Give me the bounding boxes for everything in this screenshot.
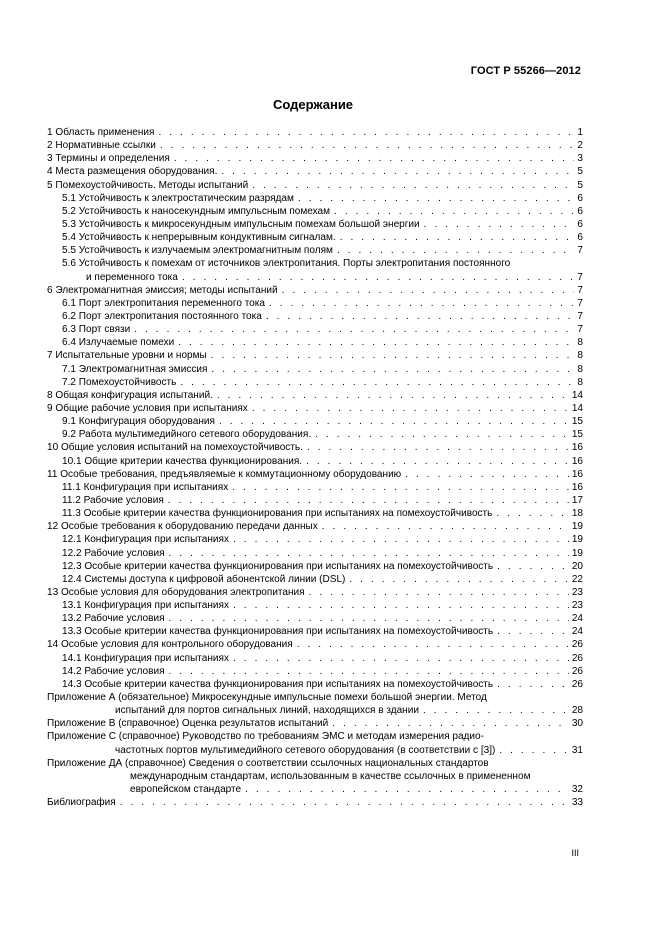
toc-entry-page: 17	[571, 494, 583, 506]
toc-entry-page: 3	[577, 153, 583, 165]
toc-entry[interactable]	[47, 507, 583, 520]
toc-leader-dots	[120, 796, 569, 809]
standard-designation: ГОСТ Р 55266—2012	[470, 65, 581, 77]
toc-entry-page: 8	[577, 363, 583, 375]
toc-leader-dots	[499, 744, 568, 757]
toc-leader-dots	[217, 389, 569, 402]
toc-entry[interactable]	[47, 323, 583, 336]
toc-entry-title: 14.1 Конфигурация при испытаниях	[62, 652, 229, 664]
toc-leader-dots	[340, 231, 575, 244]
toc-entry-title: 1 Область применения	[47, 127, 155, 138]
toc-leader-dots	[182, 271, 575, 284]
toc-entry-page: 7	[577, 310, 583, 322]
toc-entry-page: 6	[577, 218, 583, 230]
toc-entry-page: 18	[571, 508, 583, 520]
toc-entry[interactable]	[47, 192, 583, 205]
toc-entry-page: 24	[571, 613, 583, 625]
toc-entry-title: Приложение А (обязательное) Микросекундные импульсные помехи большой энергии. Метод	[47, 692, 487, 704]
toc-leader-dots	[211, 363, 574, 376]
toc-entry[interactable]	[47, 376, 583, 389]
toc-leader-dots	[309, 586, 569, 599]
toc-leader-dots	[298, 192, 575, 205]
toc-entry[interactable]	[47, 389, 583, 402]
toc-leader-dots	[497, 625, 569, 638]
toc-entry[interactable]	[47, 139, 583, 152]
toc-entry-page: 5	[577, 166, 583, 178]
toc-entry[interactable]	[47, 152, 583, 165]
toc-entry-title: Библиография	[47, 797, 116, 809]
toc-entry-title: 13 Особые условия для оборудования электропитания	[47, 586, 305, 598]
toc-entry-title: 12.4 Системы доступа к цифровой абонентской линии (DSL)	[62, 573, 346, 585]
toc-entry[interactable]	[47, 218, 583, 231]
toc-leader-dots	[423, 704, 569, 717]
toc-entry-title: международным стандартам, использованным в качестве ссылочных в примененном	[130, 770, 531, 782]
toc-entry-title: 5.4 Устойчивость к непрерывным кондуктивным сигналам.	[62, 232, 336, 244]
toc-entry-title: 12.2 Рабочие условия	[62, 547, 165, 559]
toc-entry-title: 7 Испытательные уровни и нормы	[47, 350, 207, 362]
toc-entry-page: 1	[577, 127, 583, 138]
toc-leader-dots	[221, 165, 574, 178]
toc-leader-dots	[269, 297, 574, 310]
toc-leader-dots	[252, 179, 574, 192]
toc-leader-dots	[158, 126, 574, 139]
toc-entry-title: 6 Электромагнитная эмиссия; методы испытаний	[47, 284, 278, 296]
page-number: III	[571, 848, 579, 858]
toc-entry-title: 11.2 Рабочие условия	[62, 494, 164, 506]
toc-entry-title: 11.1 Конфигурация при испытаниях	[62, 481, 229, 493]
toc-leader-dots	[306, 455, 569, 468]
toc-entry-page: 8	[577, 350, 583, 362]
toc-leader-dots	[168, 494, 569, 507]
toc-entry[interactable]	[47, 126, 583, 139]
toc-entry-title: 9.2 Работа мультимедийного сетевого оборудования.	[62, 429, 312, 441]
toc-entry-page: 16	[571, 442, 583, 454]
toc-entry[interactable]	[47, 757, 583, 770]
toc-entry[interactable]	[47, 730, 583, 743]
toc-leader-dots	[180, 376, 574, 389]
toc-entry[interactable]	[47, 547, 583, 560]
toc-entry-page: 7	[577, 324, 583, 336]
toc-entry-page: 8	[577, 337, 583, 349]
toc-entry-page: 2	[577, 140, 583, 152]
toc-entry[interactable]	[47, 625, 583, 638]
toc-leader-dots	[332, 717, 569, 730]
toc-entry-title: и переменного тока	[86, 271, 178, 283]
toc-entry-page: 30	[571, 718, 583, 730]
toc-entry[interactable]	[47, 297, 583, 310]
toc-entry-page: 33	[571, 797, 583, 809]
toc-entry-page: 7	[577, 245, 583, 257]
toc-entry-page: 6	[577, 192, 583, 204]
toc-entry-title: 3 Термины и определения	[47, 153, 170, 165]
toc-entry-title: 5.1 Устойчивость к электростатическим разрядам	[62, 192, 294, 204]
toc-entry-title: Приложение В (справочное) Оценка результатов испытаний	[47, 718, 329, 730]
toc-entry[interactable]	[47, 520, 583, 533]
toc-entry-page: 19	[571, 521, 583, 533]
toc-entry-page: 7	[577, 271, 583, 283]
toc-leader-dots	[233, 652, 569, 665]
toc-leader-dots	[245, 783, 569, 796]
toc-leader-dots	[349, 573, 568, 586]
toc-leader-dots	[315, 428, 569, 441]
toc-entry-page: 26	[571, 652, 583, 664]
toc-entry-page: 16	[571, 481, 583, 493]
toc-leader-dots	[266, 310, 575, 323]
toc-entry-title: 2 Нормативные ссылки	[47, 140, 156, 152]
toc-entry[interactable]	[47, 560, 583, 573]
toc-entry-page: 23	[571, 586, 583, 598]
toc-leader-dots	[178, 336, 574, 349]
toc-entry[interactable]	[47, 665, 583, 678]
toc-entry[interactable]	[47, 612, 583, 625]
toc-entry-page: 7	[577, 297, 583, 309]
toc-entry[interactable]	[47, 717, 583, 730]
toc-entry[interactable]	[47, 744, 583, 757]
toc-entry[interactable]	[47, 468, 583, 481]
toc-entry-title: 13.2 Рабочие условия	[62, 613, 165, 625]
toc-entry-page: 6	[577, 205, 583, 217]
toc-entry-title: 5 Помехоустойчивость. Методы испытаний	[47, 179, 249, 191]
toc-entry[interactable]	[47, 455, 583, 468]
toc-entry-title: 7.1 Электромагнитная эмиссия	[62, 363, 208, 375]
toc-entry-title: 6.3 Порт связи	[62, 324, 131, 336]
toc-entry-title: Приложение ДА (справочное) Сведения о соответствии ссылочных национальных стандартов	[47, 757, 489, 769]
toc-leader-dots	[169, 612, 569, 625]
toc-entry[interactable]	[47, 494, 583, 507]
toc-entry[interactable]	[47, 349, 583, 362]
toc-entry[interactable]	[47, 704, 583, 717]
toc-entry[interactable]	[47, 165, 583, 178]
toc-entry-title: 13.3 Особые критерии качества функционирования при испытаниях на помехоустойчивость	[62, 626, 494, 638]
toc-leader-dots	[252, 402, 569, 415]
toc-entry[interactable]	[47, 179, 583, 192]
toc-leader-dots	[232, 481, 569, 494]
toc-entry-title: 12.3 Особые критерии качества функционирования при испытаниях на помехоустойчивость	[62, 560, 494, 572]
toc-leader-dots	[497, 560, 569, 573]
toc-entry[interactable]	[47, 652, 583, 665]
toc-entry-title: 7.2 Помехоустойчивость	[62, 376, 177, 388]
toc-entry-page: 14	[571, 402, 583, 414]
toc-entry-page: 15	[571, 416, 583, 428]
toc-entry-title: 9.1 Конфигурация оборудования	[62, 416, 215, 428]
toc-leader-dots	[219, 415, 569, 428]
toc-leader-dots	[337, 244, 574, 257]
toc-leader-dots	[174, 152, 575, 165]
toc-entry[interactable]	[47, 428, 583, 441]
toc-entry[interactable]	[47, 573, 583, 586]
toc-entry-title: частотных портов мультимедийного сетевого оборудования (в соответствии с [3])	[115, 744, 496, 756]
toc-entry-page: 32	[571, 784, 583, 796]
toc-entry-page: 16	[571, 455, 583, 467]
toc-leader-dots	[233, 533, 569, 546]
toc-entry-title: 14.3 Особые критерии качества функционирования при испытаниях на помехоустойчивость	[62, 678, 494, 690]
toc-leader-dots	[322, 520, 569, 533]
toc-entry-title: 5.3 Устойчивость к микросекундным импульсным помехам большой энергии	[62, 218, 420, 230]
toc-entry-title: 10.1 Общие критерии качества функционирования.	[62, 455, 303, 467]
toc-entry-title: 8 Общая конфигурация испытаний.	[47, 389, 213, 401]
toc-leader-dots	[297, 638, 569, 651]
toc-leader-dots	[169, 665, 569, 678]
toc-leader-dots	[405, 468, 569, 481]
table-of-contents	[47, 126, 583, 809]
toc-leader-dots	[307, 441, 569, 454]
toc-entry-title: испытаний для портов сигнальных линий, находящихся в здании	[115, 705, 419, 717]
toc-entry-page: 19	[571, 534, 583, 546]
toc-entry[interactable]	[47, 441, 583, 454]
toc-entry-title: 5.5 Устойчивость к излучаемым электромагнитным полям	[62, 245, 333, 257]
toc-entry-page: 15	[571, 429, 583, 441]
toc-leader-dots	[496, 507, 568, 520]
toc-entry-page: 7	[577, 284, 583, 296]
toc-leader-dots	[424, 218, 575, 231]
toc-entry[interactable]	[47, 205, 583, 218]
toc-entry-title: 5.2 Устойчивость к наносекундным импульсным помехам	[62, 205, 331, 217]
toc-entry-title: 5.6 Устойчивость к помехам от источников электропитания. Порты электропитания постоянного	[62, 258, 511, 270]
toc-entry-page: 26	[571, 678, 583, 690]
toc-leader-dots	[334, 205, 574, 218]
toc-entry[interactable]	[47, 271, 583, 284]
toc-entry[interactable]	[47, 586, 583, 599]
toc-entry-title: 14.2 Рабочие условия	[62, 665, 165, 677]
toc-entry[interactable]	[47, 533, 583, 546]
toc-leader-dots	[497, 678, 569, 691]
toc-entry[interactable]	[47, 599, 583, 612]
toc-entry[interactable]	[47, 284, 583, 297]
toc-leader-dots	[169, 547, 569, 560]
toc-entry-title: 11.3 Особые критерии качества функционирования при испытаниях на помехоустойчивость	[62, 508, 493, 520]
toc-entry[interactable]	[47, 336, 583, 349]
toc-entry[interactable]	[47, 415, 583, 428]
toc-entry-title: 6.1 Порт электропитания переменного тока	[62, 297, 265, 309]
toc-entry-page: 8	[577, 376, 583, 388]
toc-entry-page: 19	[571, 547, 583, 559]
toc-entry-page: 31	[571, 744, 583, 756]
toc-entry-title: 13.1 Конфигурация при испытаниях	[62, 600, 229, 612]
toc-entry[interactable]	[47, 691, 583, 704]
toc-entry[interactable]	[47, 244, 583, 257]
page-title: Содержание	[272, 97, 354, 112]
toc-entry-title: 6.4 Излучаемые помехи	[62, 337, 175, 349]
toc-entry-page: 26	[571, 665, 583, 677]
toc-entry[interactable]	[47, 231, 583, 244]
toc-entry-title: 9 Общие рабочие условия при испытаниях	[47, 402, 248, 414]
toc-entry-page: 14	[571, 389, 583, 401]
toc-entry-title: 12.1 Конфигурация при испытаниях	[62, 534, 229, 546]
toc-entry-title: 12 Особые требования к оборудованию передачи данных	[47, 521, 318, 533]
toc-entry-page: 6	[577, 232, 583, 244]
toc-entry-page: 22	[571, 573, 583, 585]
toc-entry-title: 11 Особые требования, предъявляемые к коммутационному оборудованию	[47, 468, 402, 480]
toc-entry-page: 16	[571, 468, 583, 480]
toc-entry-title: Приложение С (справочное) Руководство по требованиям ЭМС и методам измерения радио-	[47, 731, 484, 743]
toc-entry-title: европейском стандарте	[130, 784, 242, 796]
toc-entry[interactable]	[47, 796, 583, 809]
toc-leader-dots	[134, 323, 574, 336]
toc-entry-page: 28	[571, 705, 583, 717]
toc-entry[interactable]	[47, 402, 583, 415]
toc-entry-page: 26	[571, 639, 583, 651]
toc-entry[interactable]	[47, 481, 583, 494]
toc-leader-dots	[211, 349, 575, 362]
toc-entry-title: 4 Места размещения оборудования.	[47, 166, 218, 178]
toc-entry-title: 14 Особые условия для контрольного оборудования	[47, 639, 293, 651]
toc-entry[interactable]	[47, 257, 583, 270]
toc-entry-page: 5	[577, 179, 583, 191]
toc-leader-dots	[160, 139, 574, 152]
toc-entry[interactable]	[47, 678, 583, 691]
toc-entry[interactable]	[47, 310, 583, 323]
toc-entry-page: 20	[571, 560, 583, 572]
toc-entry-page: 24	[571, 626, 583, 638]
toc-entry[interactable]	[47, 770, 583, 783]
toc-entry-title: 10 Общие условия испытаний на помехоустойчивость.	[47, 442, 303, 454]
toc-entry[interactable]	[47, 783, 583, 796]
toc-entry[interactable]	[47, 638, 583, 651]
toc-entry[interactable]	[47, 363, 583, 376]
toc-entry-page: 23	[571, 600, 583, 612]
toc-entry-title: 6.2 Порт электропитания постоянного тока	[62, 310, 262, 322]
toc-leader-dots	[282, 284, 575, 297]
toc-leader-dots	[233, 599, 569, 612]
